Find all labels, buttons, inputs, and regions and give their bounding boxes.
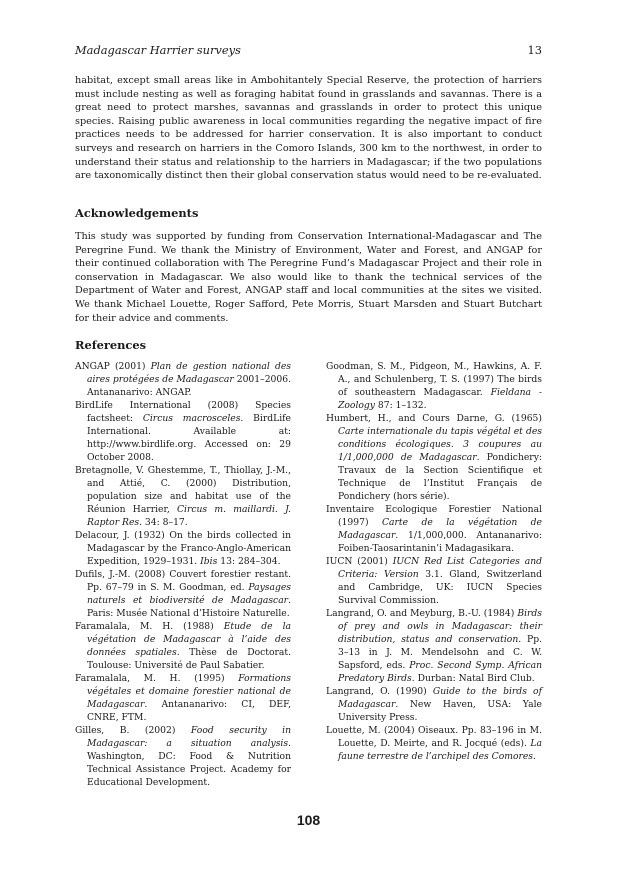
acknowledgements-text: This study was supported by funding from Conservation International-Madagascar and The Peregrine Fund. We thank the Ministry of Environment, Water and Forest, and ANGAP for their continued collaboration with The Peregrine Fund’s Madagascar Project and their role in conservation in Madagascar. We also would like to thank the technical services of the Department of Water and Forest, ANGAP staff and local communities at the sites we visited. We thank Michael Louette, Roger Safford, Pete Morris, Stuart Marsden and Stuart Butchart for their advice and comments.: [75, 231, 542, 324]
reference-entry: Langrand, O. and Meyburg, B.-U. (1984) Birds of prey and owls in Madagascar: their distribution, status and conservation. Pp. 3–13 in J. M. Mendelsohn and C. W. Sapsford, eds. Proc. Second Symp. African Predatory Birds. Durban: Natal Bird Club.: [326, 608, 542, 684]
reference-entry: Inventaire Ecologique Forestier National (1997) Carte de la végétation de Madagascar. 1/1,000,000. Antananarivo: Foiben-Taosarintanin’i Madagasikara.: [326, 504, 542, 554]
reference-entry: Faramalala, M. H. (1995) Formations végétales et domaine forestier national de Madagascar. Antananarivo: CI, DEF, CNRE, FTM.: [75, 673, 291, 723]
reference-entry: ANGAP (2001) Plan de gestion national des aires protégées de Madagascar 2001–2006. Antananarivo: ANGAP.: [75, 361, 291, 398]
reference-entry: Faramalala, M. H. (1988) Etude de la végétation de Madagascar à l’aide des données spatiales. Thèse de Doctorat. Toulouse: Université de Paul Sabatier.: [75, 621, 292, 671]
reference-entry: BirdLife International (2008) Species factsheet: Circus macrosceles. BirdLife International. Available at: http://www.birdlife.org. Accessed on: 29 October 2008.: [75, 400, 291, 463]
reference-entry: IUCN (2001) IUCN Red List Categories and Criteria: Version 3.1. Gland, Switzerland and Cambridge, UK: IUCN Species Survival Commission.: [326, 556, 542, 606]
reference-entry: Bretagnolle, V. Ghestemme, T., Thiollay, J.-M., and Attié, C. (2000) Distribution, population size and habitat use of the Réunion Harrier, Circus m. maillardi. J. Raptor Res. 34: 8–17.: [75, 465, 291, 528]
references-column-right: [326, 360, 542, 789]
acknowledgements-heading: Acknowledgements: [75, 206, 199, 220]
reference-entry: Langrand, O. (1990) Guide to the birds of Madagascar. New Haven, USA: Yale University Press.: [326, 686, 542, 723]
reference-entry: Gilles, B. (2002) Food security in Madagascar: a situation analysis. Washington, DC: Food & Nutrition Technical Assistance Project. Academy for Educational Development.: [75, 725, 291, 788]
references-heading: References: [75, 338, 146, 352]
reference-entry: Louette, M. (2004) Oiseaux. Pp. 83–196 in M. Louette, D. Meirte, and R. Jocqué (eds). La faune terrestre de l’archipel des Comores.: [326, 725, 542, 762]
reference-entry: Humbert, H., and Cours Darne, G. (1965) Carte internationale du tapis végétal et des conditions écologiques. 3 coupures au 1/1,000,000 de Madagascar. Pondichery: Travaux de la Section Scientifique et Technique de l’Institut Français de Pondichery (hors série).: [326, 413, 542, 502]
reference-entry: Dufils, J.-M. (2008) Couvert forestier restant. Pp. 67–79 in S. M. Goodman, ed. Paysages naturels et biodiversité de Madagascar. Paris: Musée National d’Histoire Naturelle.: [75, 569, 291, 619]
running-header: [75, 43, 542, 57]
references-list: [75, 360, 542, 789]
reference-entry: Goodman, S. M., Pidgeon, M., Hawkins, A. F. A., and Schulenberg, T. S. (1997) The birds of southeastern Madagascar. Fieldana - Zoology 87: 1–132.: [326, 361, 542, 411]
running-title: Madagascar Harrier surveys: [75, 43, 241, 57]
reference-entry: Delacour, J. (1932) On the birds collected in Madagascar by the Franco-Anglo-American Expedition, 1929–1931. Ibis 13: 284–304.: [75, 530, 291, 567]
page-number: 13: [527, 43, 542, 57]
references-column-left: [75, 360, 291, 789]
intro-paragraph: habitat, except small areas like in Ambohitantely Special Reserve, the protection of harriers must include nesting as well as foraging habitat found in grasslands and savannas. There is a great need to protect marshes, savannas and grasslands in order to protect this unique species. Raising public awareness in local communities regarding the negative impact of fire practices needs to be addressed for harrier conservation. It is also important to conduct surveys and research on harriers in the Comoro Islands, 300 km to the northwest, in order to understand their status and relationship to the harriers in Madagascar; if the two populations are taxonomically distinct then their global conservation status would need to be re-evaluated.: [75, 75, 542, 182]
folio-number: 108: [296, 812, 321, 828]
